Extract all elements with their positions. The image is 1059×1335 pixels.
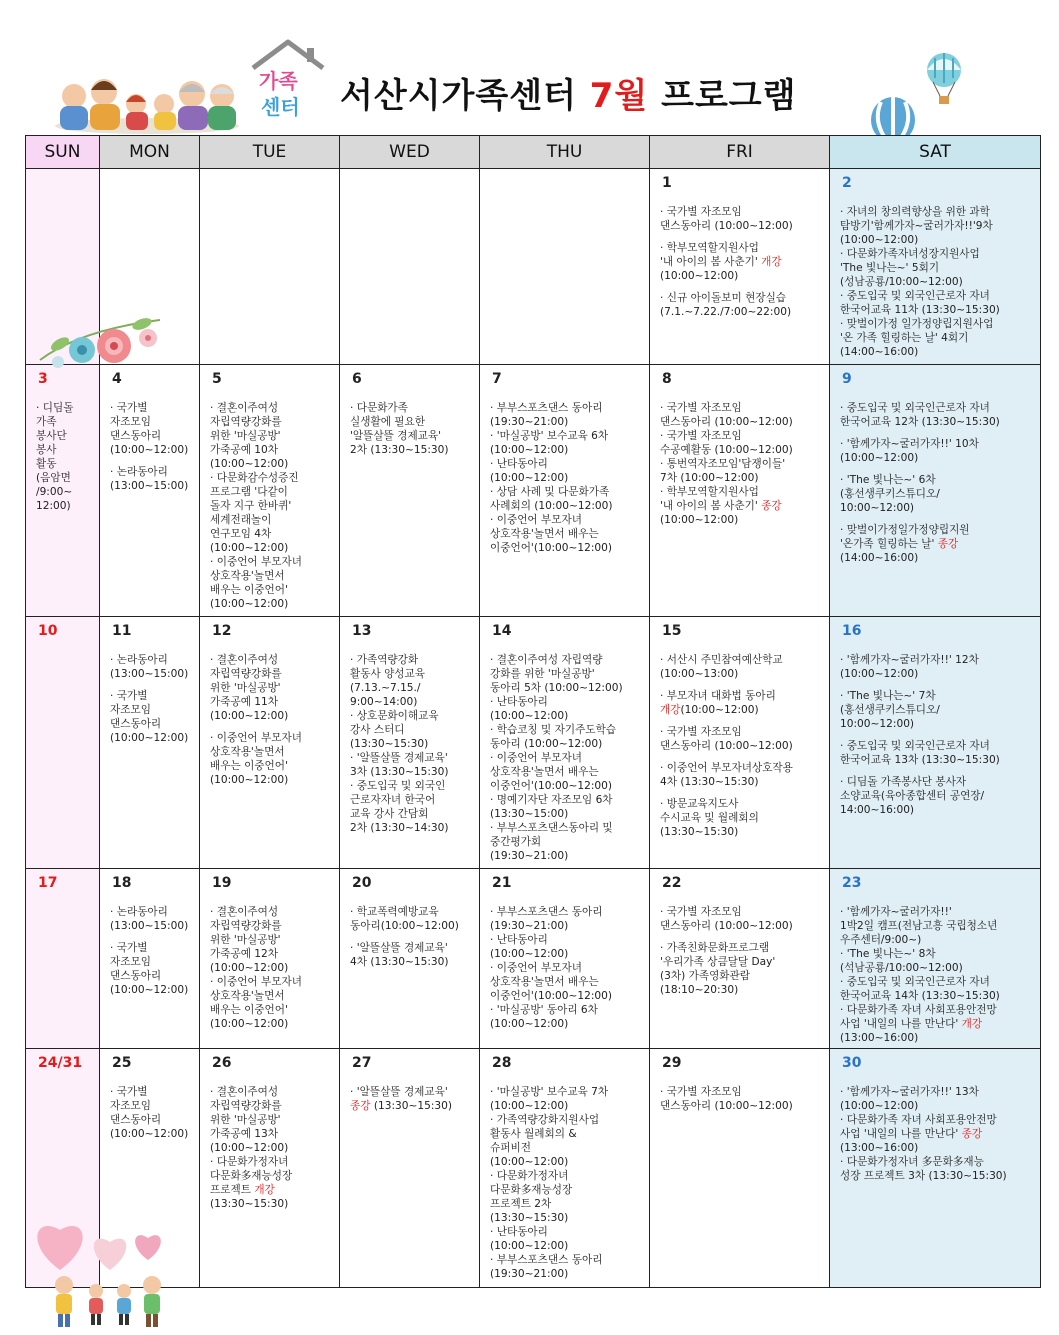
program-text-after: (13:00~16:00) <box>840 1032 919 1044</box>
calendar-day-cell-thu <box>480 1049 650 1288</box>
program-item <box>660 401 825 429</box>
program-text: · 상담 사례 및 다문화가족 사례회의 (10:00~12:00) <box>490 486 613 512</box>
program-text: · 국가별 자조모임 댄스동아리 (10:00~12:00) <box>660 1086 793 1112</box>
children-illustration-icon <box>44 1273 174 1331</box>
calendar-day-cell-sun <box>26 365 100 617</box>
day-number: 19 <box>212 875 232 891</box>
calendar-day-cell-wed <box>340 1049 480 1288</box>
day-number <box>492 175 649 195</box>
day-number: 5 <box>212 371 222 387</box>
program-text: · 난타동아리 (10:00~12:00) <box>490 1226 569 1252</box>
program-item <box>210 653 335 723</box>
program-text: · '함께가자~굴러가자!!' 12차 (10:00~12:00) <box>840 654 979 680</box>
program-item <box>490 1169 645 1225</box>
calendar-day-cell-fri <box>650 869 830 1049</box>
program-text: · 부부스포츠댄스동아리 및 중간평가회 (19:30~21:00) <box>490 822 613 862</box>
program-item <box>490 1113 645 1169</box>
program-item <box>840 205 1036 247</box>
program-item <box>350 653 475 709</box>
calendar-day-cell-thu <box>480 365 650 617</box>
program-item <box>840 905 1036 947</box>
calendar-day-cell-mon <box>100 365 200 617</box>
program-item <box>490 1253 645 1281</box>
day-number: 30 <box>842 1055 862 1071</box>
day-number: 11 <box>112 623 132 639</box>
day-number: 22 <box>662 875 682 891</box>
program-item <box>210 471 335 555</box>
program-text: · 부모자녀 대화법 동아리 <box>660 690 776 702</box>
calendar-day-cell-tue <box>200 869 340 1049</box>
program-text: · 부부스포츠댄스 동아리 (19:30~21:00) <box>490 1254 603 1280</box>
program-item <box>210 1155 335 1211</box>
program-item <box>840 1113 1036 1155</box>
program-item <box>210 1085 335 1155</box>
day-number: 4 <box>112 371 122 387</box>
program-text: · 난타동아리 (10:00~12:00) <box>490 934 569 960</box>
program-list <box>110 905 195 997</box>
program-item <box>840 975 1036 1003</box>
day-number <box>212 175 339 195</box>
day-number: 14 <box>492 623 512 639</box>
program-text: · 가족친화문화프로그램 '우리가족 상큼달달 Day' (3차) 가족영화관람 (18:10~20:30) <box>660 942 776 996</box>
weekday-mon: MON <box>100 136 200 169</box>
weekday-fri: FRI <box>650 136 830 169</box>
family-center-logo <box>247 38 329 124</box>
program-text: · 다문화가족 실생활에 필요한 '알뜰살뜰 경제교육' 2차 (13:30~15:30) <box>350 402 449 456</box>
program-status-label: 개강 <box>254 1184 275 1196</box>
monthly-calendar <box>25 135 1041 1288</box>
program-text: · 이중언어 부모자녀 상호작용'놀면서 배우는 이중언어' (10:00~12:00) <box>210 556 302 610</box>
weekday-header-row <box>26 136 1041 169</box>
weekday-sat: SAT <box>830 136 1041 169</box>
program-text: · 중도입국 및 외국인근로자 자녀 한국어교육 13차 (13:30~15:30) <box>840 740 1000 766</box>
program-item <box>660 725 825 753</box>
program-item <box>350 401 475 457</box>
program-item <box>210 975 335 1031</box>
program-text: · 결혼이주여성 자립역량강화를 위한 '마실공방' 가죽공예 10차 (10:00~12:00) <box>210 402 289 470</box>
program-item <box>490 751 645 793</box>
program-list <box>490 401 645 555</box>
program-item <box>210 401 335 471</box>
day-number: 26 <box>212 1055 232 1071</box>
program-text: · 중도입국 및 외국인근로자 자녀 한국어교육 12차 (13:30~15:30) <box>840 402 1000 428</box>
program-item <box>660 941 825 997</box>
program-list <box>840 653 1036 817</box>
program-item <box>36 401 95 513</box>
weekday-thu: THU <box>480 136 650 169</box>
program-text: · 이중언어 부모자녀 상호작용'놀면서 배우는 이중언어'(10:00~12:00) <box>490 752 613 792</box>
weekday-sun: SUN <box>26 136 100 169</box>
program-text: · '마실공방' 보수교육 7차 (10:00~12:00) <box>490 1086 609 1112</box>
program-text: · 학부모역할지원사업 '내 아이의 봄 사춘기' <box>660 486 759 512</box>
program-text: · 국가별 자조모임 댄스동아리 (10:00~12:00) <box>110 690 189 744</box>
day-number: 13 <box>352 623 372 639</box>
program-status-label: 종강 <box>937 538 959 550</box>
program-item <box>490 457 645 485</box>
calendar-day-cell-fri <box>650 1049 830 1288</box>
program-list <box>110 1085 195 1141</box>
program-item <box>110 653 195 681</box>
program-text: · 이중언어 부모자녀 상호작용'놀면서 배우는 이중언어' (10:00~12:00) <box>210 976 302 1030</box>
program-text: · 가족역량강화 활동사 양성교육 (7.13.~7.15./ 9:00~14:00) <box>350 654 426 708</box>
program-item <box>110 905 195 933</box>
day-number: 27 <box>352 1055 372 1071</box>
program-text: · 국가별 자조모임 댄스동아리 (10:00~12:00) <box>110 402 189 456</box>
day-number: 6 <box>352 371 362 387</box>
program-status-label: 종강 <box>761 500 782 512</box>
page-header <box>0 0 1059 134</box>
program-list <box>490 905 645 1031</box>
program-list <box>210 653 335 787</box>
day-number: 2 <box>842 175 852 191</box>
program-list <box>660 905 825 997</box>
program-text: · 논라동아리 (13:00~15:00) <box>110 906 189 932</box>
title-month: 7월 <box>589 76 649 116</box>
program-item <box>840 1155 1036 1183</box>
program-item <box>660 485 825 527</box>
program-item <box>840 739 1036 767</box>
program-text: · 결혼이주여성 자립역량강화를 위한 '마실공방' 가죽공예 12차 (10:00~12:00) <box>210 906 289 974</box>
program-list <box>110 653 195 745</box>
day-number: 7 <box>492 371 502 387</box>
program-list <box>350 905 475 969</box>
calendar-day-cell-mon <box>100 869 200 1049</box>
calendar-day-cell-tue <box>200 169 340 365</box>
calendar-day-cell-wed <box>340 169 480 365</box>
program-status-label: 개강 <box>961 1018 983 1030</box>
calendar-day-cell-thu <box>480 869 650 1049</box>
calendar-week-row <box>26 617 1041 869</box>
day-number: 23 <box>842 875 862 891</box>
calendar-day-cell-sat <box>830 869 1041 1049</box>
calendar-day-cell-sat <box>830 1049 1041 1288</box>
day-number <box>112 175 199 195</box>
day-number: 12 <box>212 623 232 639</box>
program-text: · 다문화가족자녀성장지원사업 'The 빛나는~' 5회기 (성남공룡/10:00~12:00) <box>840 248 980 288</box>
program-text: · 상호문화이해교육 강사 스터디 (13:30~15:30) <box>350 710 439 750</box>
program-list <box>210 905 335 1031</box>
title-prefix: 서산시가족센터 <box>340 76 590 116</box>
day-number: 17 <box>38 875 58 891</box>
calendar-day-cell-tue <box>200 1049 340 1288</box>
program-item <box>110 401 195 457</box>
calendar-day-cell-thu <box>480 617 650 869</box>
program-list <box>490 653 645 863</box>
program-item <box>490 1225 645 1253</box>
logo-text-line1: 가족 <box>259 69 298 93</box>
program-item <box>840 523 1036 565</box>
program-item <box>660 797 825 839</box>
program-item <box>490 961 645 1003</box>
program-item <box>660 291 825 319</box>
program-item <box>840 1085 1036 1113</box>
day-number: 21 <box>492 875 512 891</box>
program-text: · 다문화가족 자녀 사회포용안전망 사업 '내일의 나를 만난다' <box>840 1004 997 1030</box>
program-text: · '알뜰살뜰 경제교육' 3차 (13:30~15:30) <box>350 752 449 778</box>
calendar-day-cell-tue <box>200 617 340 869</box>
program-item <box>660 689 825 717</box>
calendar-day-cell-wed <box>340 365 480 617</box>
program-text: · 서산시 주민참여예산학교 (10:00~13:00) <box>660 654 783 680</box>
program-text: · 중도입국 및 외국인 근로자자녀 한국어 교육 강사 간담회 2차 (13:30~14:30) <box>350 780 449 834</box>
program-item <box>490 513 645 555</box>
calendar-day-cell-sun <box>26 617 100 869</box>
day-number: 1 <box>662 175 672 191</box>
hearts-decoration-icon <box>30 1200 170 1280</box>
program-item <box>660 761 825 789</box>
program-text: · 학교폭력예방교육 동아리(10:00~12:00) <box>350 906 459 932</box>
program-text: · 국가별 자조모임 수공예활동 (10:00~12:00) <box>660 430 793 456</box>
program-text-after: (10:00~12:00) <box>660 514 739 526</box>
program-item <box>490 723 645 751</box>
program-item <box>490 793 645 821</box>
program-text-after: (13:30~15:30) <box>370 1100 453 1112</box>
program-item <box>840 317 1036 359</box>
program-item <box>350 709 475 751</box>
program-text: · 국가별 자조모임 댄스동아리 (10:00~12:00) <box>110 1086 189 1140</box>
program-list <box>110 401 195 493</box>
program-text: · 결혼이주여성 자립역량강화를 위한 '마실공방' 가죽공예 13차 (10:00~12:00) <box>210 1086 289 1154</box>
program-text: · 맞벌이가정일가정양립지원 '온가족 힐링하는 날' <box>840 524 970 550</box>
program-list <box>840 205 1036 359</box>
program-list <box>210 401 335 611</box>
calendar-week-row <box>26 169 1041 365</box>
program-text: · 다문화가족 자녀 사회포용안전망 사업 '내일의 나를 만난다' <box>840 1114 997 1140</box>
program-text: · 이중언어 부모자녀 상호작용'놀면서 배우는 이중언어'(10:00~12:00) <box>490 514 613 554</box>
program-item <box>350 751 475 779</box>
program-item <box>490 933 645 961</box>
program-text: · 논라동아리 (13:00~15:00) <box>110 466 189 492</box>
program-text: · 난타동아리 (10:00~12:00) <box>490 696 569 722</box>
program-item <box>660 457 825 485</box>
program-item <box>490 695 645 723</box>
program-status-label: 종강 <box>961 1128 983 1140</box>
program-list <box>660 205 825 319</box>
calendar-day-cell-fri <box>650 617 830 869</box>
day-number: 18 <box>112 875 132 891</box>
program-text: · 다문화가정자녀 다문화多재능성장 프로젝트 <box>210 1156 293 1196</box>
day-number <box>38 175 99 195</box>
program-text: · 결혼이주여성 자립역량 강화를 위한 '마실공방' 동아리 5차 (10:00~12:00) <box>490 654 623 694</box>
program-text: · 중도입국 및 외국인근로자 자녀 한국어교육 14차 (13:30~15:30) <box>840 976 1000 1002</box>
program-item <box>210 555 335 611</box>
program-list <box>490 1085 645 1281</box>
program-text: · 'The 빛나는~' 6차 (홍선생쿠키스튜디오/ 10:00~12:00) <box>840 474 940 514</box>
calendar-week-row <box>26 869 1041 1049</box>
program-text-after: (13:00~16:00) <box>840 1142 919 1154</box>
program-text: · '함께가자~굴러가자!!' 1박2일 캠프(전남고흥 국립청소년 우주센터/9:00~) <box>840 906 998 946</box>
program-item <box>210 731 335 787</box>
calendar-week-row <box>26 1049 1041 1288</box>
program-item <box>110 465 195 493</box>
calendar-day-cell-mon <box>100 617 200 869</box>
program-item <box>490 1003 645 1031</box>
calendar-day-cell-sat <box>830 365 1041 617</box>
program-item <box>110 689 195 745</box>
program-item <box>490 905 645 933</box>
program-list <box>840 905 1036 1045</box>
program-text: · 가족역량강화지원사업 활동사 월례회의 & 슈퍼비전 (10:00~12:00) <box>490 1114 600 1168</box>
program-text: · '마실공방' 동아리 6차 (10:00~12:00) <box>490 1004 598 1030</box>
program-text: · 이중언어 부모자녀 상호작용'놀면서 배우는 이중언어' (10:00~12:00) <box>210 732 302 786</box>
program-text: · 논라동아리 (13:00~15:00) <box>110 654 189 680</box>
title-suffix: 프로그램 <box>648 76 797 116</box>
calendar-day-cell-tue <box>200 365 340 617</box>
calendar-day-cell-sun <box>26 869 100 1049</box>
program-item <box>110 941 195 997</box>
program-item <box>660 241 825 283</box>
weekday-tue: TUE <box>200 136 340 169</box>
program-item <box>840 437 1036 465</box>
family-illustration-icon <box>52 74 242 134</box>
program-text: · 국가별 자조모임 댄스동아리 (10:00~12:00) <box>660 906 793 932</box>
program-item <box>840 653 1036 681</box>
day-number: 3 <box>38 371 48 387</box>
program-item <box>660 1085 825 1113</box>
program-text: · '마실공방' 보수교육 6차 (10:00~12:00) <box>490 430 609 456</box>
program-text: · 'The 빛나는~' 7차 (홍선생쿠키스튜디오/ 10:00~12:00) <box>840 690 940 730</box>
program-text: · 결혼이주여성 자립역량강화를 위한 '마실공방' 가죽공예 11차 (10:00~12:00) <box>210 654 289 722</box>
program-text-after: (13:30~15:30) <box>210 1198 289 1210</box>
program-item <box>840 947 1036 975</box>
program-list <box>660 1085 825 1113</box>
day-number: 25 <box>112 1055 132 1071</box>
program-text: · 신규 아이돌보미 현장실습 (7.1.~7.22./7:00~22:00) <box>660 292 792 318</box>
program-text: · 방문교육지도사 수시교육 및 월례회의 (13:30~15:30) <box>660 798 759 838</box>
program-text: · 이중언어 부모자녀상호작용 4차 (13:30~15:30) <box>660 762 793 788</box>
program-item <box>490 429 645 457</box>
program-item <box>840 689 1036 731</box>
program-text: · 난타동아리 (10:00~12:00) <box>490 458 569 484</box>
program-list <box>36 401 95 513</box>
calendar-day-cell-fri <box>650 169 830 365</box>
day-number: 16 <box>842 623 862 639</box>
program-item <box>490 485 645 513</box>
program-text: · 다문화가정자녀 多문화多재능 성장 프로젝트 3차 (13:30~15:30) <box>840 1156 1007 1182</box>
program-list <box>350 1085 475 1113</box>
program-item <box>110 1085 195 1141</box>
program-text: · 부부스포츠댄스 동아리 (19:30~21:00) <box>490 402 603 428</box>
program-text: · 학부모역할지원사업 '내 아이의 봄 사춘기' <box>660 242 759 268</box>
program-list <box>350 401 475 457</box>
program-text: · 맞벌이가정 일가정양립지원사업 '온 가족 힐링하는 날' 4회기 (14:00~16:00) <box>840 318 994 358</box>
flower-decoration-icon <box>30 300 170 380</box>
program-item <box>840 401 1036 429</box>
program-text: · 자녀의 창의력향상을 위한 과학 탐방기'함께가자~굴러가자!!'9차 (10:00~12:00) <box>840 206 993 246</box>
logo-text-line2: 센터 <box>261 95 300 119</box>
program-text: · 부부스포츠댄스 동아리 (19:30~21:00) <box>490 906 603 932</box>
calendar-day-cell-sat <box>830 169 1041 365</box>
program-text: · 다문화가정자녀 다문화多재능성장 프로젝트 2차 (13:30~15:30) <box>490 1170 573 1224</box>
day-number: 10 <box>38 623 58 639</box>
calendar-day-cell-wed <box>340 617 480 869</box>
program-text: · 명예기자단 자조모임 6차 (13:30~15:00) <box>490 794 613 820</box>
day-number: 20 <box>352 875 372 891</box>
program-text: · 국가별 자조모임 댄스동아리 (10:00~12:00) <box>660 206 793 232</box>
day-number: 9 <box>842 371 852 387</box>
calendar-day-cell-sat <box>830 617 1041 869</box>
program-item <box>490 653 645 695</box>
program-text-after: (14:00~16:00) <box>840 552 919 564</box>
program-text: · 디딤돌 가족 봉사단 봉사 활동 (음암면 /9:00~ 12:00) <box>36 402 74 512</box>
program-list <box>840 1085 1036 1183</box>
calendar-day-cell-wed <box>340 869 480 1049</box>
program-text: · '알뜰살뜰 경제교육' 4차 (13:30~15:30) <box>350 942 449 968</box>
program-text-after: (10:00~12:00) <box>660 270 739 282</box>
hot-air-balloon-icon <box>925 52 963 108</box>
day-number: 8 <box>662 371 672 387</box>
program-item <box>660 653 825 681</box>
program-text: · '함께가자~굴러가자!!' 13차 (10:00~12:00) <box>840 1086 979 1112</box>
program-list <box>840 401 1036 565</box>
program-item <box>210 905 335 975</box>
day-number: 24/31 <box>38 1055 83 1071</box>
day-number: 15 <box>662 623 682 639</box>
program-list <box>350 653 475 835</box>
program-list <box>210 1085 335 1211</box>
page-title <box>340 68 796 117</box>
program-list <box>660 653 825 839</box>
program-item <box>660 205 825 233</box>
program-text: · 통번역자조모임'담쟁이들' 7차 (10:00~12:00) <box>660 458 786 484</box>
program-text: · 디딤돌 가족봉사단 봉사자 소양교육(육아종합센터 공연장/ 14:00~16:00) <box>840 776 985 816</box>
program-item <box>350 779 475 835</box>
program-status-label: 개강 <box>660 704 681 716</box>
program-list <box>660 401 825 527</box>
program-item <box>840 289 1036 317</box>
program-status-label: 종강 <box>350 1100 371 1112</box>
program-item <box>840 473 1036 515</box>
program-text-after: (10:00~12:00) <box>680 704 759 716</box>
program-item <box>490 401 645 429</box>
program-item <box>660 429 825 457</box>
day-number: 29 <box>662 1055 682 1071</box>
day-number: 28 <box>492 1055 512 1071</box>
program-item <box>490 821 645 863</box>
program-item <box>840 775 1036 817</box>
program-item <box>350 1085 475 1113</box>
program-text: · 국가별 자조모임 댄스동아리 (10:00~12:00) <box>110 942 189 996</box>
program-text: · 국가별 자조모임 댄스동아리 (10:00~12:00) <box>660 402 793 428</box>
calendar-day-cell-fri <box>650 365 830 617</box>
program-item <box>840 1003 1036 1045</box>
program-item <box>490 1085 645 1113</box>
program-item <box>840 247 1036 289</box>
program-item <box>350 905 475 933</box>
program-text: · 다문화감수성증진 프로그램 '다같이 돌자 지구 한바퀴' 세계전래놀이 연구모임 4차 (10:00~12:00) <box>210 472 299 554</box>
program-text: · 학습코칭 및 자기주도학습 동아리 (10:00~12:00) <box>490 724 617 750</box>
calendar-day-cell-thu <box>480 169 650 365</box>
day-number <box>352 175 479 195</box>
calendar-week-row <box>26 365 1041 617</box>
program-text: · '함께가자~굴러가자!!' 10차 (10:00~12:00) <box>840 438 979 464</box>
weekday-wed: WED <box>340 136 480 169</box>
program-item <box>350 941 475 969</box>
program-status-label: 개강 <box>761 256 782 268</box>
program-text: · 'The 빛나는~' 8차 (석남공룡/10:00~12:00) <box>840 948 963 974</box>
program-text: · 국가별 자조모임 댄스동아리 (10:00~12:00) <box>660 726 793 752</box>
program-text: · 중도입국 및 외국인근로자 자녀 한국어교육 11차 (13:30~15:30) <box>840 290 1000 316</box>
program-text: · '알뜰살뜰 경제교육' <box>350 1086 448 1098</box>
program-text: · 이중언어 부모자녀 상호작용'놀면서 배우는 이중언어'(10:00~12:00) <box>490 962 613 1002</box>
program-item <box>660 905 825 933</box>
